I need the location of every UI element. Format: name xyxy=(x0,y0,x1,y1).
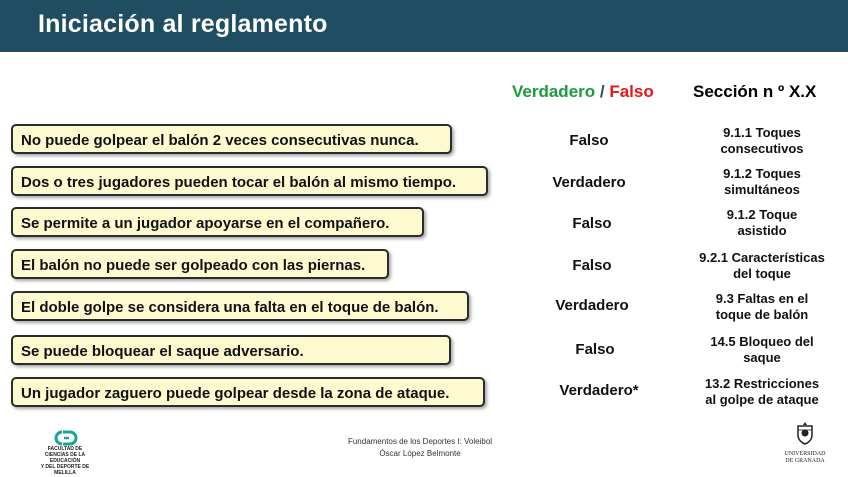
university-logo xyxy=(778,420,832,465)
section-line: 9.2.1 Características xyxy=(699,250,825,265)
faculty-name-line: FACULTAD DE xyxy=(47,446,83,452)
statement-box: Dos o tres jugadores pueden tocar el balón al mismo tiempo. xyxy=(11,166,488,196)
statement-box: Un jugador zaguero puede golpear desde la zona de ataque. xyxy=(11,377,485,407)
section-line: saque xyxy=(743,350,781,365)
footer-course: Fundamentos de los Deportes I: Voleibol xyxy=(347,437,493,446)
faculty-logo-icon xyxy=(50,430,80,446)
answer: Verdadero* xyxy=(559,382,639,399)
answer: Falso xyxy=(572,257,612,274)
statement-box: El doble golpe se considera una falta en el toque de balón. xyxy=(11,291,469,321)
header-separator: / xyxy=(595,82,610,101)
answer: Verdadero xyxy=(552,174,626,191)
answer: Falso xyxy=(569,132,609,149)
section-ref xyxy=(688,376,836,408)
section-ref xyxy=(688,125,836,157)
section-line: 9.1.1 Toques xyxy=(723,125,801,140)
false-label: Falso xyxy=(609,82,654,101)
section-line: al golpe de ataque xyxy=(705,392,819,407)
section-line: consecutivos xyxy=(720,141,804,156)
section-ref xyxy=(688,334,836,366)
section-ref xyxy=(688,207,836,239)
slide-title: Iniciación al reglamento xyxy=(38,10,328,38)
section-line: 9.1.2 Toque xyxy=(726,207,798,222)
section-line: 13.2 Restricciones xyxy=(704,376,820,391)
section-line: 14.5 Bloqueo del xyxy=(710,334,814,349)
answer: Falso xyxy=(575,341,615,358)
university-crest-icon xyxy=(792,420,818,446)
answer: Falso xyxy=(572,215,612,232)
section-ref xyxy=(688,291,836,323)
faculty-name-line: Y DEL DEPORTE DE MELILLA xyxy=(40,464,90,476)
footer-author: Óscar López Belmonte xyxy=(379,449,461,458)
true-false-header xyxy=(512,82,654,102)
university-name-line: DE GRANADA xyxy=(785,458,825,464)
title-bar xyxy=(0,0,848,52)
faculty-logo xyxy=(32,430,98,476)
university-name-line: UNIVERSIDAD xyxy=(784,451,826,457)
statement-box: Se permite a un jugador apoyarse en el compañero. xyxy=(11,207,424,237)
section-header: Sección n º X.X xyxy=(693,82,817,101)
statement-box: El balón no puede ser golpeado con las piernas. xyxy=(11,249,389,279)
statement-box: No puede golpear el balón 2 veces consecutivas nunca. xyxy=(11,124,452,154)
section-line: toque de balón xyxy=(715,307,809,322)
section-line: del toque xyxy=(733,266,791,281)
statement-box: Se puede bloquear el saque adversario. xyxy=(11,335,451,365)
section-line: asistido xyxy=(737,223,787,238)
answer: Verdadero xyxy=(555,297,629,314)
section-line: 9.1.2 Toques xyxy=(723,166,801,181)
section-ref xyxy=(688,166,836,198)
true-label: Verdadero xyxy=(512,82,596,101)
section-line: simultáneos xyxy=(724,182,800,197)
faculty-name-line: CIENCIAS DE LA EDUCACIÓN xyxy=(44,452,86,464)
section-line: 9.3 Faltas en el xyxy=(715,291,809,306)
section-ref xyxy=(688,250,836,282)
